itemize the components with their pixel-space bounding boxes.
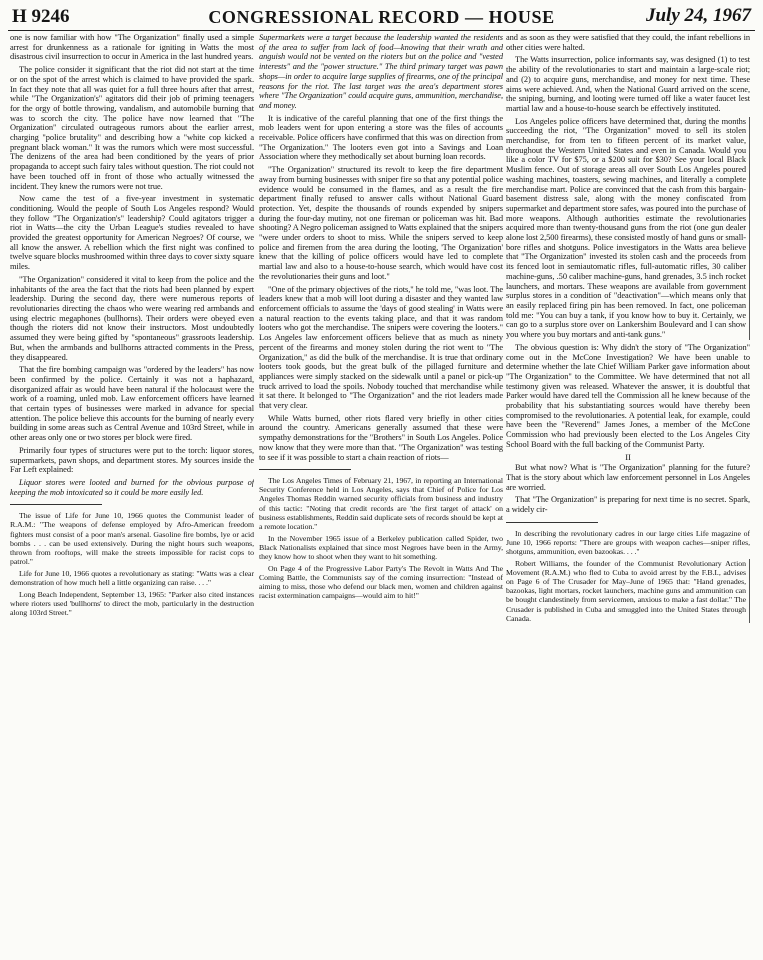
footnote: On Page 4 of the Progressive Labor Party's The Revolt in Watts And The Coming Battle, the Communists say of the coming insurrection: "Instead of aiming to miss, those who defend our black men, women and children against racist extermination campaigns—would aim to hit!" bbox=[259, 564, 503, 601]
paragraph: It is indicative of the careful planning that one of the first things the mob leaders went for upon entering a store was the files of accounts receivable. Police officers have confirmed that this was on direction from "The Organization." The looters even got into a Savings and Loan Association where they methodically set about burning loan records. bbox=[259, 113, 503, 162]
quoted-paragraph: Supermarkets were a target because the leadership wanted the residents of the area to suffer from lack of food—knowing that their wrath and anguish would not be vented on the rioters but on the police and "vested interests" and the "power structure." The third primary target was pawn shops—in order to acquire large supplies of firearms, one of the principal reasons for the riot. The last target was the area's department stores where "The Organization" could acquire guns, ammunition, merchandise, and money. bbox=[259, 33, 503, 110]
paragraph: Primarily four types of structures were put to the torch: liquor stores, supermarkets, pawn shops, and department stores. My sources inside the Far Left explained: bbox=[10, 445, 254, 475]
paragraph: Now came the test of a five-year investment in systematic conditioning. Would the people of South Los Angeles respond? Would they follow "The Organization's" leadership? Could agitators trigger a riot in Watts—the city the Urban League's studies revealed to have provided the greatest opportunity for American Negroes? Of course, we all know the answer. A rebellion which the first night was confined to twelve square blocks mushroomed within three days to cover sixty square miles. bbox=[10, 194, 254, 272]
paragraph: "The Organization" considered it vital to keep from the police and the inhabitants of the area the fact that the riots had been planned by expert leadership. During the second day, there were numerous reports of revolutionaries directing the chaos who were wearing red armbands and using electric megaphones (bullhorns). Their orders were obeyed even though the rioters did not know their instructors. Most undoubtedly assumed they were being gifted by "spontaneous" grassroots leadership. But, when the armbands and bullhorns attracted comments in the Press, they disappeared. bbox=[10, 274, 254, 362]
publication-title: CONGRESSIONAL RECORD — HOUSE bbox=[208, 7, 555, 27]
paragraph: While Watts burned, other riots flared very briefly in other cities around the country. Americans generally assumed that these were sympathy demonstrations for the "Brothers" in South Los Angeles. Police now know that they were more than that. "The Organization" was testing to see if it was possible to start a chain reaction of riots— bbox=[259, 413, 503, 462]
page-header bbox=[8, 4, 755, 31]
paragraph: "One of the primary objectives of the riots," he told me, "was loot. The leaders knew that a mob will loot during a disaster and they wanted law enforcement officials to assume the 'days of good stealing' in Watts were a natural reaction to the events taking place, and that it was random looters who got the merchandise. The snipers were covering the looters." Los Angeles law enforcement officers believe that as much as ninety percent of the firearms and money stolen during the riot went to "The Organization," as did the bulk of the merchandise. It is true that ordinary looters took goods, but the great bulk of the pillaged furniture and appliances were simply stacked on the sidewalk until a panel or pick-up truck arrived to load the spoils. Nobody touched that merchandise while it sat there. It belonged to "The Organization" and the riot leaders made that very clear. bbox=[259, 284, 503, 411]
footnote: Long Beach Independent, September 13, 1965: "Parker also cited instances where rioters used 'bullhorns' to direct the mob, particularly in the destruction along 103rd Street." bbox=[10, 590, 254, 618]
paragraph: The obvious question is: Why didn't the story of "The Organization" come out in the McCone Investigation? We have been unable to determine whether the late Chief William Parker gave information about "The Organization" to the Committee. We have determined that not all testimony given was released. Whatever the answer, it is doubtful that Parker would have dared tell the Commission all he knew because of the probability that his substantiating sources would have thereby been compromised to the revolutionaries. A potential leak, for example, could have been the "Reverend" James Jones, a member of the McCone Commission who had previously been elected to the Los Angeles City School Board with the full backing of the Communist Party. bbox=[506, 342, 750, 449]
paragraph: That "The Organization" is preparing for next time is no secret. Spark, a widely cir- bbox=[506, 495, 750, 515]
column-2 bbox=[259, 33, 503, 955]
footnotes bbox=[506, 529, 750, 623]
footnote: Robert Williams, the founder of the Communist Revolutionary Action Movement (R.A.M.) who fled to Cuba to avoid arrest by the F.B.I., advises on Page 6 of The Crusader for May–June of 1965 that: "Hand grenades, bazookas, light mortars, rocket launchers, machine guns and ammunition can be bought clandestinely from servicemen, anxious to make a fast dollar." The Crusader is published in Cuba and smuggled into the United States through Canada. bbox=[506, 559, 750, 623]
issue-date: July 24, 1967 bbox=[645, 5, 751, 26]
footnotes bbox=[259, 476, 503, 600]
paragraph: Los Angeles police officers have determined that, during the months succeeding the riot, "The Organization" moved to sell its stolen merchandise, for from ten to fifteen percent of its market value, throughout the Western United States and even in Canada. Would you like a color TV for $75, or a $200 suit for $30? See your local Black Muslim fence. Out of storage areas all over South Los Angeles poured washing machines, toasters, sewing machines, and literally a complete merchandise mart. Police are convinced that the cash from this bargain-basement distress sale, along with the money confiscated from supermarket and department store safes, was poured into the purchase of more weapons. Although authorities estimate the revolutionaries acquired more than twenty-thousand guns from the riot (one gun dealer alone lost 2,500 firearms), these consisted mostly of hand guns or small-bore rifles and shotguns. Police investigators in the Watts area believe that "The Organization" invested its stolen cash and the proceeds from its fenced loot in semiautomatic rifles, full-automatic rifles, 30 caliber machine-guns, .50 caliber machine-guns, hand grenades, 3.5 inch rocket launchers, and mortars. These weapons are available from government surplus stores in a condition of "deactivation"—which means only that an easily replaced firing pin has been removed. In fact, one policeman told me: "You can buy a tank, if you know how to buy it. Certainly, we can go to a surplus store over on Lankershim Boulevard and I can show you where you buy mortars and anti-tank guns." bbox=[506, 117, 750, 340]
footnote: In describing the revolutionary cadres in our large cities Life magazine of June 10, 1966 reports: "There are groups with weapon caches—sniper rifles, shotguns, ammunition, even bazookas. . . ." bbox=[506, 528, 750, 556]
footnotes bbox=[10, 511, 254, 617]
paragraph: "The Organization" structured its revolt to keep the fire department away from burning businesses with sniper fire so that any potential police evidence would be consumed in the flames, and as a result the fire department finally refused to answer calls without National Guard protection. Yet, despite the thousands of rounds expended by snipers during the four-day mutiny, not one fireman or policeman was hit. Bad shooting? A Negro policeman assigned to Watts explained that the snipers "were under orders to shoot to miss. While the snipers served to keep police and firemen from the area during the looting, 'The Organization' knew that the killing of police officers would have led to complete martial law and also to a house-to-house search, which would have cost the revolutionaries their guns and loot." bbox=[259, 165, 503, 281]
column-1 bbox=[10, 33, 254, 955]
footnote-divider bbox=[506, 522, 598, 523]
paragraph: That the fire bombing campaign was "ordered by the leaders" has now been confirmed by the police. Certainly it was not a haphazard, disorganized affair as would have been natural if the holocaust were the work of a roaming, unled mob. Law enforcement officers have learned that certain types of businesses were marked in advance for special attention. The police believe this accounts for the burning of nearly every building in some areas such as Central Avenue and 103rd Street, while in other areas only one or two stores per block were fired. bbox=[10, 365, 254, 443]
footnote: Life for June 10, 1966 quotes a revolutionary as stating: "Watts was a clear demonstration of how much hell a little organizing can raise. . . ." bbox=[10, 568, 254, 587]
footnote-divider bbox=[259, 469, 351, 470]
footnote: The issue of Life for June 10, 1966 quotes the Communist leader of R.A.M.: "The weapons of defense employed by Afro-American freedom fighters must consist of a poor man's arsenal. Gasoline fire bombs, lye or acid bombs . . . can be used extensively. During the night hours such weapons, thrown from rooftops, will make the streets impossible for racist cops to patrol." bbox=[10, 511, 254, 566]
quoted-paragraph: Liquor stores were looted and burned for the obvious purpose of keeping the mob intoxicated so it could be more easily led. bbox=[10, 477, 254, 497]
paragraph: and as soon as they were satisfied that they could, the infant rebellions in other cities were halted. bbox=[506, 33, 750, 52]
footnote: In the November 1965 issue of a Berkeley publication called Spider, two Black Nationalists explained that since most Negroes have been in the Army, they know how to shoot when they want to hit something. bbox=[259, 533, 503, 561]
paragraph: The police consider it significant that the riot did not start at the time or on the spot of the arrest which is claimed to have provided the spark. In fact they note that all was quiet for a full three hours after that arrest, while "The Organization's" agitators did their job of priming teenagers for the orgy of bottle throwing, vandalism, and automobile burning that was to scorch the city. The police have now learned that "The Organization" circulated outrageous rumors about the earlier arrest, charging "police brutality" and describing how a "white cop kicked a pregnant black woman." It was the rumors which were most successful. The denizens of the area had been conditioned by the years of prior propaganda to accept such fairy tales without question. The riot could not have been touched off in front of those who actually witnessed the incident. They knew the rumors were not true. bbox=[10, 65, 254, 191]
paragraph: one is now familiar with how "The Organization" finally used a simple arrest for drunkenness as a rationale for igniting in Watts the most disastrous civil insurrection to occur in America in the last hundred years. bbox=[10, 33, 254, 62]
column-3 bbox=[506, 33, 750, 955]
paragraph: But what now? What is "The Organization" planning for the future? That is the story about which law enforcement personnel in Los Angeles are worried. bbox=[506, 463, 750, 492]
page-number: H 9246 bbox=[12, 6, 70, 27]
paragraph: The Watts insurrection, police informants say, was designed (1) to test the ability of the revolutionaries to start and maintain a large-scale riot; and (2) to acquire guns, merchandise, and money for next time. These aims were achieved. And, when the National Guard arrived on the scene, the sniping, burning, and looting were turned off like a water faucet lest martial law and a house-to-house search be effectively instituted. bbox=[506, 55, 750, 113]
footnote-divider bbox=[10, 504, 102, 505]
footnote: The Los Angeles Times of February 21, 1967, in reporting an International Security Conference held in Los Angeles, says that Chief of Police for Los Angeles Thomas Reddin warned security officials from business and industry of this tactic: "Noting that credit records are 'the first target of attack' on business establishments, Reddin said duplicate sets of records should be kept at a remote location." bbox=[259, 476, 503, 531]
section-heading: II bbox=[625, 451, 631, 462]
